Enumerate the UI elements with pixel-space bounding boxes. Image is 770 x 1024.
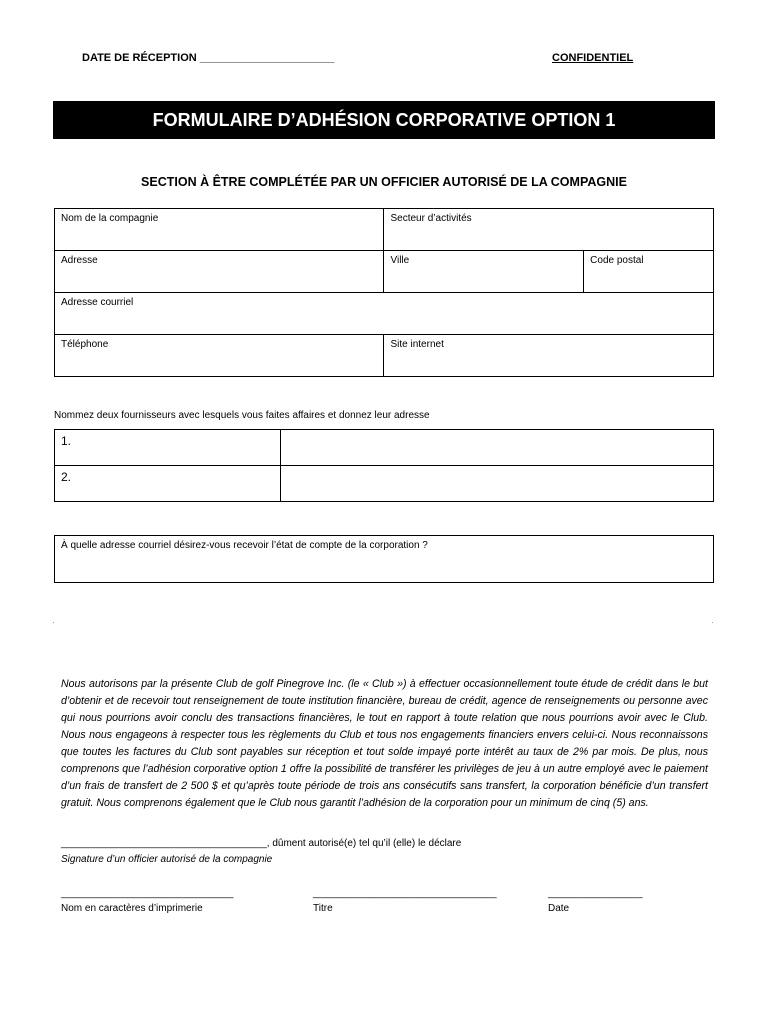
- address-field[interactable]: [55, 251, 384, 293]
- sector-field[interactable]: [384, 209, 714, 251]
- confidential-label: CONFIDENTIEL: [552, 52, 634, 64]
- phone-field[interactable]: [55, 335, 384, 377]
- date-caption: Date: [548, 903, 570, 914]
- company-info-table: [54, 208, 714, 377]
- date-line[interactable]: _________________: [548, 888, 643, 899]
- title-caption: Titre: [313, 903, 333, 914]
- statement-email-field[interactable]: [55, 536, 714, 583]
- printed-name-line[interactable]: _______________________________: [61, 888, 234, 899]
- signature-line[interactable]: _____________________________________, dûment autorisé(e) tel qu’il (elle) le déclare: [61, 838, 462, 849]
- supplier-1-number: 1.: [61, 434, 72, 448]
- city-label: Ville: [390, 255, 410, 266]
- suppliers-table: [54, 429, 714, 502]
- supplier-2-number: 2.: [61, 470, 72, 484]
- city-field[interactable]: [384, 251, 584, 293]
- supplier-2-name-field[interactable]: [55, 466, 281, 502]
- website-field[interactable]: [384, 335, 714, 377]
- section-title: SECTION À ÊTRE COMPLÉTÉE PAR UN OFFICIER AUTORISÉ DE LA COMPAGNIE: [141, 175, 627, 189]
- printed-name-caption: Nom en caractères d’imprimerie: [61, 903, 203, 914]
- signature-caption: Signature d’un officier autorisé de la compagnie: [61, 854, 273, 865]
- website-label: Site internet: [390, 339, 444, 350]
- supplier-2-address-field[interactable]: [280, 466, 713, 502]
- suppliers-label: Nommez deux fournisseurs avec lesquels vous faites affaires et donnez leur adresse: [54, 410, 430, 421]
- sector-label: Secteur d’activités: [390, 213, 472, 224]
- company-name-field[interactable]: [55, 209, 384, 251]
- phone-label: Téléphone: [61, 339, 109, 350]
- statement-email-question: À quelle adresse courriel désirez-vous recevoir l’état de compte de la corporation ?: [61, 540, 428, 551]
- email-label: Adresse courriel: [61, 297, 134, 308]
- margin-marker-left: ·: [52, 618, 55, 627]
- authorization-text: Nous autorisons par la présente Club de golf Pinegrove Inc. (le « Club ») à effectuer occasionnellement toute étude de crédit dans le but d’obtenir et de recevoir tout renseignement de toute institution financière, bureau de crédit, agence de renseignements ou personne avec qui nous pourrions avoir conclu des transactions financières, le tout en rapport à toute relation que nous pourrions avoir avec le Club. Nous nous engageons à respecter tous les règlements du Club et tous nos engagements financiers envers celui-ci. Nous reconnaissons que toutes les factures du Club sont payables sur réception et tout solde impayé porte intérêt au taux de 2% par mois. De plus, nous comprenons que l’adhésion corporative option 1 offre la possibilité de transférer les privilèges de jeu à un autre employé avec le paiement d’un frais de transfert de 2 500 $ et qu’après toute période de trois ans consécutifs sans transfert, la corporation bénéficie d’un transfert gratuit. Nous comprenons également que le Club nous garantit l’adhésion de la corporation pour un minimum de cinq (5) ans.: [61, 678, 708, 809]
- reception-date-label: DATE DE RÉCEPTION ______________________: [82, 52, 335, 64]
- email-field[interactable]: [55, 293, 714, 335]
- supplier-1-address-field[interactable]: [280, 430, 713, 466]
- statement-email-table: [54, 535, 714, 583]
- company-name-label: Nom de la compagnie: [61, 213, 159, 224]
- postal-code-field[interactable]: [584, 251, 714, 293]
- postal-code-label: Code postal: [590, 255, 644, 266]
- address-label: Adresse: [61, 255, 98, 266]
- supplier-1-name-field[interactable]: [55, 430, 281, 466]
- margin-marker-right: ·: [711, 618, 714, 627]
- form-title: FORMULAIRE D’ADHÉSION CORPORATIVE OPTION 1: [53, 101, 715, 139]
- title-line[interactable]: _________________________________: [313, 888, 497, 899]
